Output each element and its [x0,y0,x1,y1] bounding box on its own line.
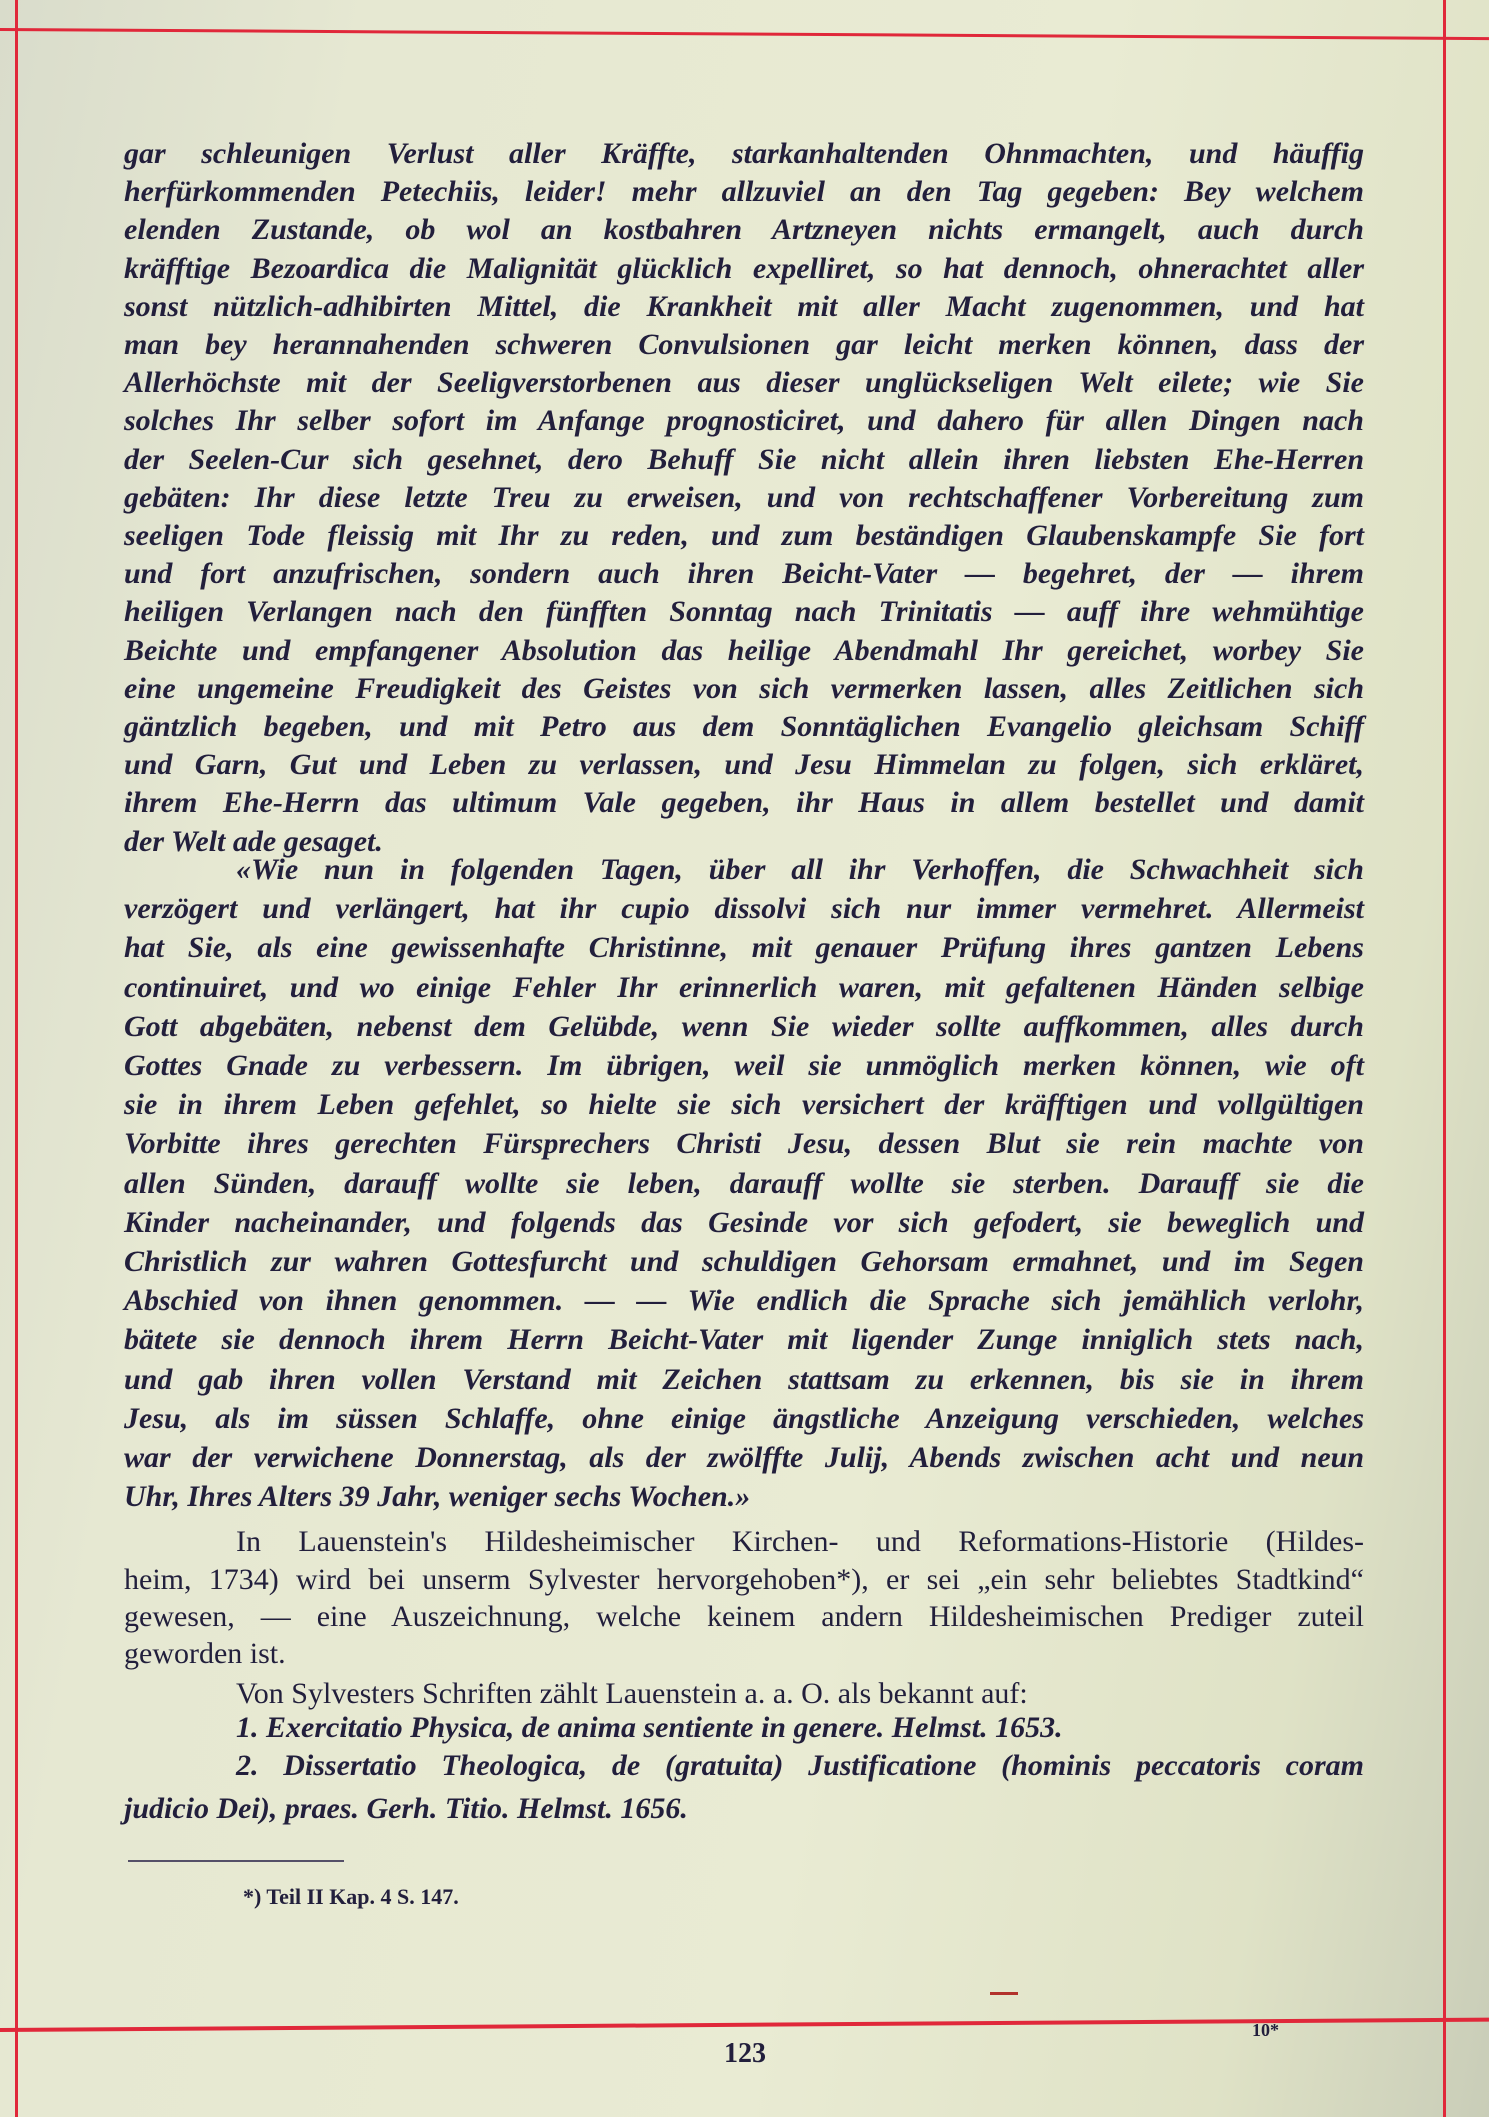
signature-mark: 10* [1252,2020,1279,2040]
text-line: und fort anzufrischen, sondern auch ihren Beicht-Vater — begehret, der — ihrem [124,557,1364,591]
text-line: Beichte und empfangener Absolution das heilige Abendmahl Ihr gereichet, worbey Sie [124,633,1364,667]
text-line: sie in ihrem Leben gefehlet, so hielte sie sich versichert der kräfftigen und vollgültigen [124,1088,1364,1122]
text-line: Allerhöchste mit der Seeligverstorbenen aus dieser unglückseligen Welt eilete; wie Sie [124,366,1364,400]
text-line: hat Sie, als eine gewissenhafte Christinne, mit genauer Prüfung ihres gantzen Lebens [124,931,1364,965]
text-line: sonst nützlich-adhibirten Mittel, die Krankheit mit aller Macht zugenommen, und hat [124,289,1364,323]
text-line: solches Ihr selber sofort im Anfange prognosticiret, und dahero für allen Dingen nach [124,404,1364,438]
text-line: Abschied von ihnen genommen. — — Wie endlich die Sprache sich jemählich verlohr, [124,1284,1364,1318]
red-guide-line-left [15,0,18,2117]
text-line: Gottes Gnade zu verbessern. Im übrigen, weil sie unmöglich merken können, wie oft [124,1049,1364,1082]
red-mark [990,1992,1018,1995]
page-number: 123 [724,2038,766,2069]
text-line: verzögert und verlängert, hat ihr cupio dissolvi sich nur immer vermehret. Allermeist [124,892,1364,926]
text-line: man bey herannahenden schweren Convulsionen gar leicht merken können, dass der [124,328,1364,361]
text-line: allen Sünden, darauff wollte sie leben, darauff wollte sie sterben. Darauff sie die [124,1166,1364,1200]
red-guide-line-right [1443,0,1446,2117]
text-line: der Welt ade gesaget. [124,824,383,858]
text-line: und Garn, Gut und Leben zu verlassen, und Jesu Himmelan zu folgen, sich erkläret, [124,748,1364,782]
text-line: Christlich zur wahren Gottesfurcht und schuldigen Gehorsam ermahnet, und im Segen [124,1245,1364,1278]
text-line: Gott abgebäten, nebenst dem Gelübde, wenn Sie wieder sollte auffkommen, alles durch [124,1009,1364,1043]
text-line: herfürkommenden Petechiis, leider! mehr allzuviel an den Tag gegeben: Bey welchem [124,175,1364,209]
footnote-divider [128,1860,344,1862]
text-line: gäntzlich begeben, und mit Petro aus dem Sonntäglichen Evangelio gleichsam Schiff [124,710,1364,743]
text-line: eine ungemeine Freudigkeit des Geistes von sich vermerken lassen, alles Zeitlichen sich [124,671,1364,705]
text-line: 1. Exercitatio Physica, de anima sentiente in genere. Helmst. 1653. [236,1711,1063,1744]
text-line: Vorbitte ihres gerechten Fürsprechers Christi Jesu, dessen Blut sie rein machte von [124,1127,1364,1161]
text-line: und gab ihren vollen Verstand mit Zeichen stattsam zu erkennen, bis sie in ihrem [124,1362,1364,1396]
text-line: der Seelen-Cur sich gesehnet, dero Behuff Sie nicht allein ihren liebsten Ehe-Herren [124,442,1364,476]
text-line: judicio Dei), praes. Gerh. Titio. Helmst. 1656. [124,1792,688,1825]
footnote: *) Teil II Kap. 4 S. 147. [243,1884,459,1909]
text-line: elenden Zustande, ob wol an kostbahren Artzneyen nichts ermangelt, auch durch [124,213,1364,247]
text-line: Jesu, als im süssen Schlaffe, ohne einige ängstliche Anzeigung verschieden, welches [124,1401,1364,1435]
text-line: «Wie nun in folgenden Tagen, über all ihr Verhoffen, die Schwachheit sich [236,853,1364,886]
text-line: gebäten: Ihr diese letzte Treu zu erweisen, und von rechtschaffener Vorbereitung zum [124,480,1364,514]
text-line: In Lauenstein's Hildesheimischer Kirchen- und Reformations-Historie (Hildes- [236,1525,1364,1558]
text-line: geworden ist. [124,1637,286,1670]
text-line: ihrem Ehe-Herrn das ultimum Vale gegeben, ihr Haus in allem bestellet und damit [124,786,1364,820]
text-line: seeligen Tode fleissig mit Ihr zu reden, und zum beständigen Glaubenskampfe Sie fort [124,519,1364,552]
text-line: Uhr, Ihres Alters 39 Jahr, weniger sechs Wochen.» [124,1480,751,1514]
text-line: kräfftige Bezoardica die Malignität glücklich expelliret, so hat dennoch, ohnerachtet aller [124,251,1364,285]
text-line: bätete sie dennoch ihrem Herrn Beicht-Vater mit ligender Zunge inniglich stets nach, [124,1323,1364,1357]
text-line: Von Sylvesters Schriften zählt Lauenstein a. a. O. als bekannt auf: [236,1677,1028,1710]
text-line: gar schleunigen Verlust aller Kräffte, starkanhaltenden Ohnmachten, und häuffig [124,137,1364,170]
text-line: 2. Dissertatio Theologica, de (gratuita) Justificatione (hominis peccatoris coram [236,1749,1364,1782]
text-line: war der verwichene Donnerstag, als der zwölffte Julij, Abends zwischen acht und neun [124,1441,1364,1474]
text-line: gewesen, — eine Auszeichnung, welche keinem andern Hildesheimischen Prediger zuteil [124,1600,1364,1633]
text-line: continuiret, und wo einige Fehler Ihr erinnerlich waren, mit gefaltenen Händen selbige [124,970,1364,1004]
text-line: heiligen Verlangen nach den fünfften Sonntag nach Trinitatis — auff ihre wehmühtige [124,595,1364,629]
text-line: heim, 1734) wird bei unserm Sylvester hervorgehoben*), er sei „ein sehr beliebtes Stadtkind“ [124,1563,1364,1596]
red-guide-line-top [0,28,1489,40]
text-line: Kinder nacheinander, und folgends das Gesinde vor sich gefodert, sie beweglich und [124,1205,1364,1239]
